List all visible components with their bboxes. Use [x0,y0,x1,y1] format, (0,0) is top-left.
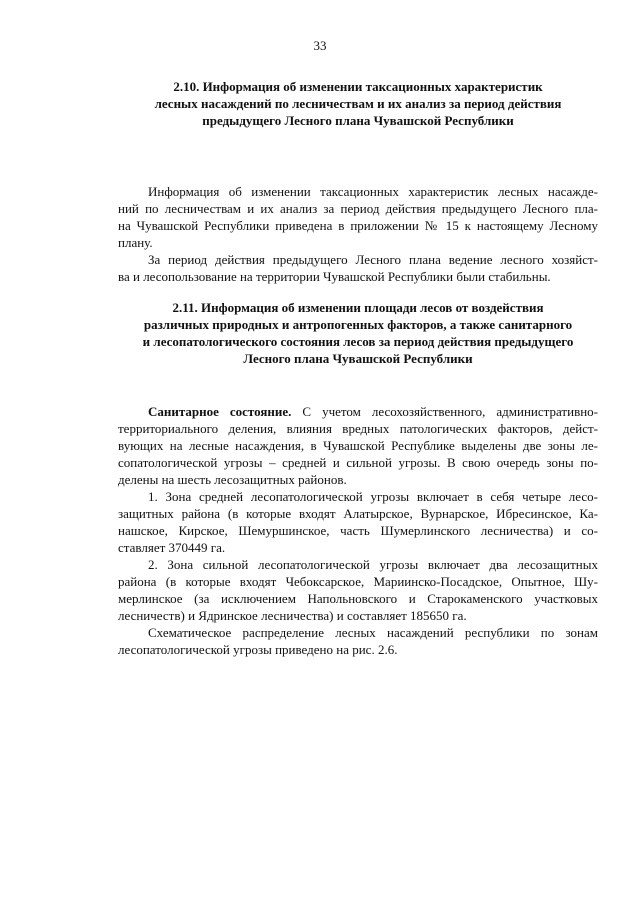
paragraph-line: нашское, Кирское, Шемуршинское, часть Шумерлинского лесничества) и со- [118,523,598,538]
heading-line: 2.10. Информация об изменении таксационных характеристик [173,79,543,94]
sanitary-state-lead: Санитарное состояние. [148,404,292,419]
paragraph-line: делены на шесть лесозащитных районов. [118,472,347,487]
page-content [118,78,598,658]
paragraph-line: 1. Зона средней лесопатологической угрозы включает в себя четыре лесо- [148,489,598,504]
paragraph [118,556,598,624]
paragraph-line: на Чувашской Республики приведена в приложении № 15 к настоящему Лесному [118,218,598,233]
paragraph-line: плану. [118,235,153,250]
heading-line: лесных насаждений по лесничествам и их анализ за период действия [154,96,562,111]
paragraph-line: 2. Зона сильной лесопатологической угрозы включает два лесозащитных [148,557,598,572]
paragraph-line: вующих на лесные насаждения, в Чувашской Республике выделены две зоны ле- [118,438,598,453]
paragraph-line: лесничеств) и Ядринское лесничества) и составляет 185650 га. [118,608,467,623]
paragraph-line: территориального деления, влияния вредных патологических факторов, дейст- [118,421,598,436]
section-heading-2-11 [118,299,598,367]
paragraph-line: мерлинское (за исключением Напольновского и Старокаменского участковых [118,591,598,606]
heading-line: и лесопатологического состояния лесов за период действия предыдущего [142,334,574,349]
paragraph-line: ставляет 370449 га. [118,540,226,555]
paragraph-line: За период действия предыдущего Лесного плана ведение лесного хозяйст- [148,252,598,267]
paragraph-line [118,403,598,420]
section-heading-2-10 [118,78,598,129]
page-number: 33 [313,38,327,53]
paragraph-line: ний по лесничествам и их анализ за период действия предыдущего Лесного пла- [118,201,598,216]
paragraph [118,183,598,251]
paragraph [118,624,598,658]
paragraph [118,403,598,488]
paragraph-line: Информация об изменении таксационных характеристик лесных насажде- [148,184,598,199]
paragraph-line: Схематическое распределение лесных насаждений республики по зонам [148,625,598,640]
heading-line: 2.11. Информация об изменении площади лесов от воздействия [172,300,544,315]
paragraph-line-text: С учетом лесохозяйственного, административно- [291,404,598,419]
paragraph-line: сопатологической угрозы – средней и сильной угрозы. В свою очередь зоны по- [118,455,598,470]
paragraph-line: района (в которые входят Чебоксарское, Мариинско-Посадское, Опытное, Шу- [118,574,598,589]
heading-line: различных природных и антропогенных факторов, а также санитарного [143,317,573,332]
paragraph-line: защитных района (в которые входят Алатырское, Вурнарское, Ибресинское, Ка- [118,506,598,521]
heading-line: предыдущего Лесного плана Чувашской Республики [202,113,514,128]
paragraph-line: ва и лесопользование на территории Чувашской Республики были стабильны. [118,269,551,284]
paragraph [118,488,598,556]
paragraph-line: лесопатологической угрозы приведено на рис. 2.6. [118,642,398,657]
heading-line: Лесного плана Чувашской Республики [243,351,473,366]
paragraph [118,251,598,285]
